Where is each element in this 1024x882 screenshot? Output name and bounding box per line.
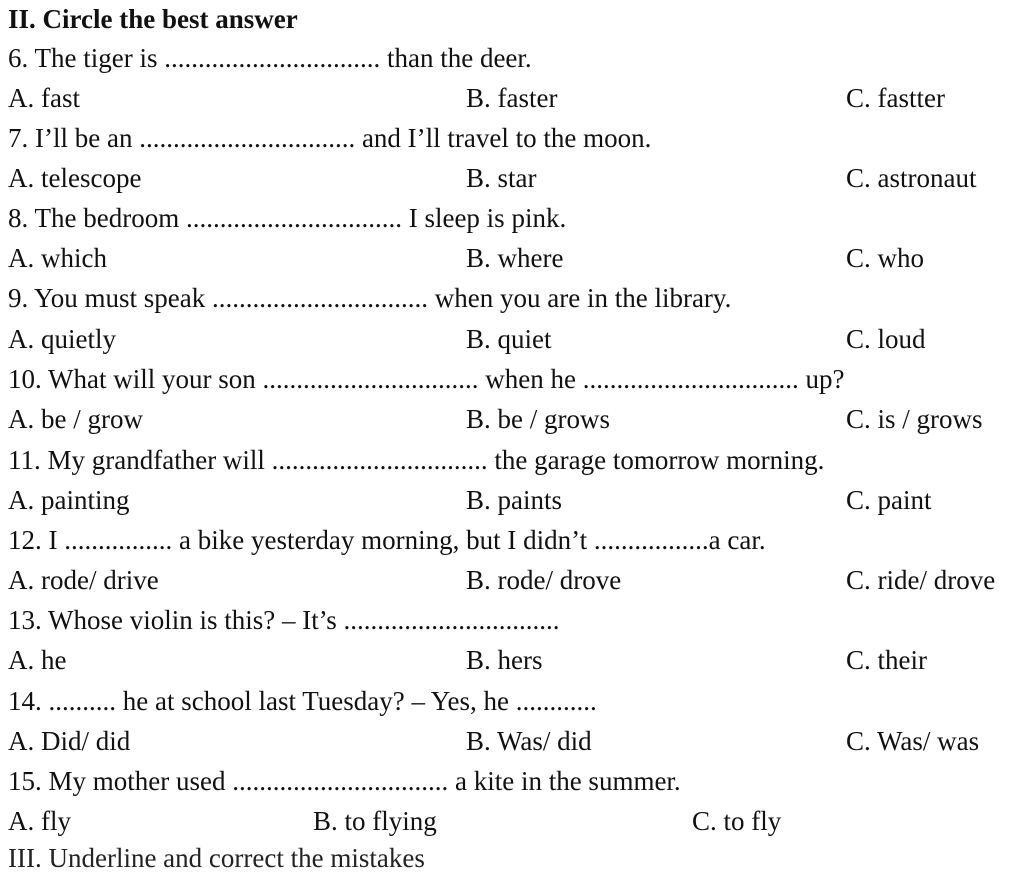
option-b[interactable]: B. Was/ did [466, 726, 592, 756]
question-text: 12. I ................ a bike yesterday morning, but I didn’t .................a car. [8, 525, 766, 555]
options-11 [0, 480, 1024, 520]
options-15 [0, 801, 1024, 841]
option-a[interactable]: A. painting [8, 485, 130, 515]
option-c[interactable]: C. to fly [692, 806, 782, 836]
question-text: 15. My mother used ................................ a kite in the summer. [8, 766, 681, 796]
option-c[interactable]: C. fastter [846, 83, 945, 113]
option-a[interactable]: A. rode/ drive [8, 565, 159, 595]
option-c[interactable]: C. their [846, 645, 927, 675]
option-b[interactable]: B. star [466, 163, 537, 193]
option-b[interactable]: B. paints [466, 485, 563, 515]
options-8 [0, 238, 1024, 278]
option-c[interactable]: C. astronaut [846, 163, 977, 193]
options-13 [0, 640, 1024, 680]
question-13 [0, 600, 1024, 640]
option-a[interactable]: A. Did/ did [8, 726, 131, 756]
option-c[interactable]: C. is / grows [846, 404, 983, 434]
option-b[interactable]: B. be / grows [466, 404, 610, 434]
option-a[interactable]: A. fast [8, 83, 80, 113]
question-7 [0, 118, 1024, 158]
option-c[interactable]: C. who [846, 243, 925, 273]
question-text: 9. You must speak ................................ when you are in the library. [8, 283, 732, 313]
option-a[interactable]: A. be / grow [8, 404, 143, 434]
question-text: 7. I’ll be an ................................ and I’ll travel to the moon. [8, 123, 652, 153]
question-10 [0, 359, 1024, 399]
option-c[interactable]: C. paint [846, 485, 932, 515]
options-14 [0, 721, 1024, 761]
question-11 [0, 440, 1024, 480]
question-6 [0, 38, 1024, 78]
question-text: 11. My grandfather will ................................ the garage tomorrow morning. [8, 445, 825, 475]
option-a[interactable]: A. fly [8, 806, 71, 836]
options-9 [0, 319, 1024, 359]
option-b[interactable]: B. to flying [313, 806, 437, 836]
options-12 [0, 560, 1024, 600]
question-text: 13. Whose violin is this? – It’s ................................ [8, 605, 560, 635]
options-7 [0, 158, 1024, 198]
option-b[interactable]: B. where [466, 243, 564, 273]
question-9 [0, 278, 1024, 318]
option-b[interactable]: B. quiet [466, 324, 552, 354]
option-c[interactable]: C. ride/ drove [846, 565, 996, 595]
question-14 [0, 681, 1024, 721]
option-c[interactable]: C. loud [846, 324, 926, 354]
question-text: 10. What will your son ................................ when he ................................ up? [8, 364, 845, 394]
options-6 [0, 78, 1024, 118]
section-heading: II. Circle the best answer [8, 4, 298, 34]
question-text: 6. The tiger is ................................ than the deer. [8, 43, 532, 73]
question-text: 8. The bedroom ................................ I sleep is pink. [8, 203, 567, 233]
question-8 [0, 198, 1024, 238]
option-a[interactable]: A. quietly [8, 324, 116, 354]
question-15 [0, 761, 1024, 801]
option-a[interactable]: A. telescope [8, 163, 142, 193]
option-b[interactable]: B. faster [466, 83, 558, 113]
option-c[interactable]: C. Was/ was [846, 726, 980, 756]
question-text: 14. .......... he at school last Tuesday? – Yes, he ............ [8, 686, 597, 716]
option-b[interactable]: B. rode/ drove [466, 565, 622, 595]
options-10 [0, 399, 1024, 439]
option-a[interactable]: A. he [8, 645, 67, 675]
option-b[interactable]: B. hers [466, 645, 543, 675]
option-a[interactable]: A. which [8, 243, 107, 273]
question-12 [0, 520, 1024, 560]
next-section-heading-partial: III. Underline and correct the mistakes [8, 843, 425, 873]
